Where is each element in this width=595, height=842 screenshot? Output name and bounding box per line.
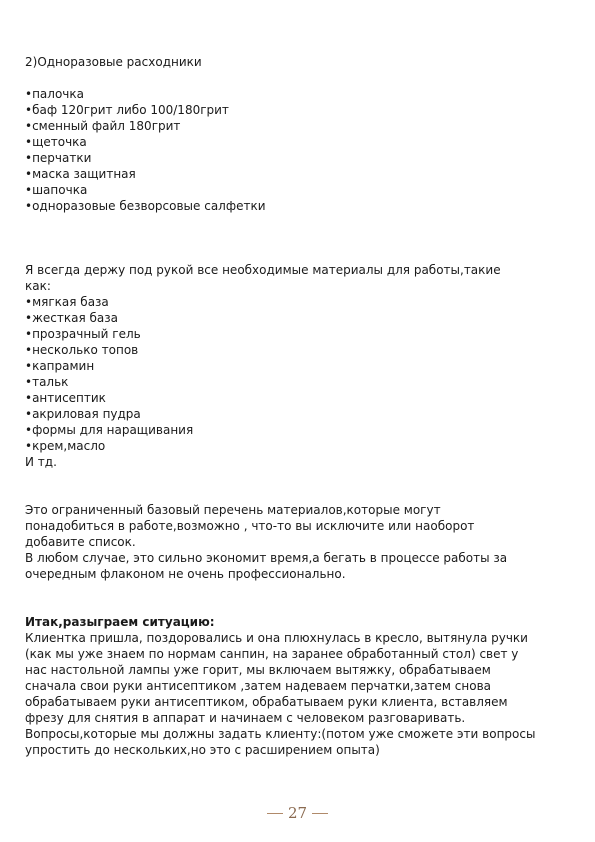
text-line: очередным флаконом не очень профессионально. — [25, 567, 346, 581]
list-item: •крем,масло — [25, 439, 106, 453]
summary-paragraph — [25, 502, 573, 582]
materials-intro: как: — [25, 279, 51, 293]
text-line: добавите список. — [25, 535, 136, 549]
text-line: сначала свои руки антисептиком ,затем надеваем перчатки,затем снова — [25, 679, 492, 693]
list-item: •несколько топов — [25, 343, 139, 357]
text-line: нас настольной лампы уже горит, мы включаем вытяжку, обрабатываем — [25, 663, 491, 677]
situation-heading: Итак,разыграем ситуацию: — [25, 615, 215, 629]
list-item: •тальк — [25, 375, 69, 389]
text-line: фрезу для снятия в аппарат и начинаем с человеком разговаривать. — [25, 711, 466, 725]
list-item: •щеточка — [25, 135, 87, 149]
text-line: В любом случае, это сильно экономит время,а бегать в процессе работы за — [25, 551, 508, 565]
list-item: •шапочка — [25, 183, 88, 197]
list-item: •мягкая база — [25, 295, 109, 309]
page-footer — [0, 804, 595, 822]
list-item: •жесткая база — [25, 311, 118, 325]
list-item: •формы для наращивания — [25, 423, 194, 437]
spacer — [25, 70, 573, 86]
text-line: обрабатываем руки антисептиком, обрабатываем руки клиента, вставляем — [25, 695, 508, 709]
list-item: •палочка — [25, 87, 84, 101]
list-item: •перчатки — [25, 151, 92, 165]
list-item: •баф 120грит либо 100/180грит — [25, 103, 229, 117]
page-content — [25, 54, 573, 758]
footer-dash-right — [312, 813, 328, 814]
situation-paragraph — [25, 630, 573, 758]
text-line: понадобиться в работе,возможно , что-то вы исключите или наоборот — [25, 519, 475, 533]
text-line: Это ограниченный базовый перечень материалов,которые могут — [25, 503, 441, 517]
disposables-list — [25, 86, 573, 214]
etc-text: И тд. — [25, 455, 57, 469]
section-heading: 2)Одноразовые расходники — [25, 55, 202, 69]
list-item: •прозрачный гель — [25, 327, 141, 341]
list-item: •антисептик — [25, 391, 106, 405]
materials-intro: Я всегда держу под рукой все необходимые материалы для работы,такие — [25, 263, 501, 277]
spacer — [25, 470, 573, 502]
list-item: •акриловая пудра — [25, 407, 141, 421]
list-item: •маска защитная — [25, 167, 136, 181]
text-line: упростить до нескольких,но это с расширением опыта) — [25, 743, 380, 757]
list-item: •сменный файл 180грит — [25, 119, 181, 133]
materials-list — [25, 294, 573, 454]
spacer — [25, 582, 573, 614]
text-line: Клиентка пришла, поздоровались и она плюхнулась в кресло, вытянула ручки — [25, 631, 528, 645]
footer-dash-left — [267, 813, 283, 814]
page-number: 27 — [287, 804, 308, 822]
list-item: •одноразовые безворсовые салфетки — [25, 199, 266, 213]
text-line: Вопросы,которые мы должны задать клиенту:(потом уже сможете эти вопросы — [25, 727, 536, 741]
text-line: (как мы уже знаем по нормам санпин, на заранее обработанный стол) свет у — [25, 647, 519, 661]
list-item: •капрамин — [25, 359, 95, 373]
spacer — [25, 214, 573, 262]
